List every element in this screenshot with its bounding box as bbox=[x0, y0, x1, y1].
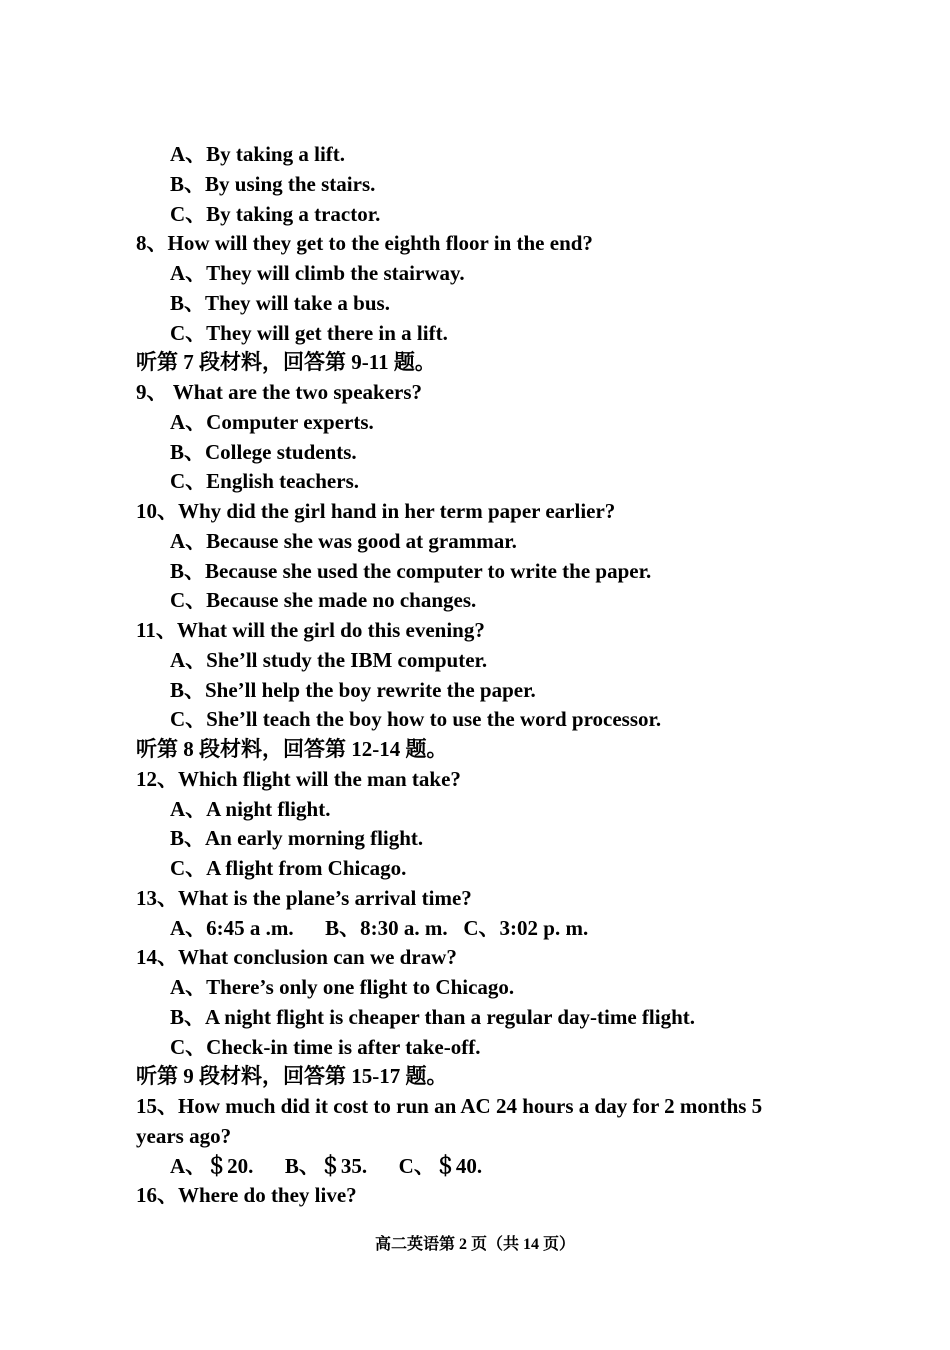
question-text: 14、What conclusion can we draw? bbox=[136, 945, 457, 970]
answer-option: A、Because she was good at grammar. bbox=[170, 528, 517, 553]
answer-option: C、She’ll teach the boy how to use the word processor. bbox=[170, 707, 662, 732]
question-text: 13、What is the plane’s arrival time? bbox=[136, 885, 472, 910]
answer-option: A、＄20. B、＄35. C、＄40. bbox=[170, 1153, 483, 1178]
answer-option: A、There’s only one flight to Chicago. bbox=[170, 975, 515, 999]
answer-option: C、Because she made no changes. bbox=[170, 588, 477, 613]
question-text: 8、How will they get to the eighth floor in the end? bbox=[136, 231, 593, 256]
answer-option: B、Because she used the computer to write the paper. bbox=[170, 558, 652, 583]
question-text: 16、Where do they live? bbox=[136, 1183, 357, 1208]
question-list bbox=[136, 140, 836, 1211]
question-continuation: years ago? bbox=[136, 1123, 232, 1148]
answer-option: A、Computer experts. bbox=[170, 409, 374, 434]
section-heading: 听第 8 段材料，回答第 12-14 题。 bbox=[136, 737, 448, 761]
answer-option: C、By taking a tractor. bbox=[170, 201, 381, 226]
answer-option: C、Check-in time is after take-off. bbox=[170, 1034, 481, 1059]
answer-option: A、She’ll study the IBM computer. bbox=[170, 647, 488, 672]
answer-option: B、College students. bbox=[170, 439, 357, 464]
answer-option: C、A flight from Chicago. bbox=[170, 856, 407, 880]
page-footer: 高二英语第 2 页（共 14 页） bbox=[374, 1236, 575, 1253]
question-text: 10、Why did the girl hand in her term paper earlier? bbox=[136, 499, 616, 523]
question-text: 9、 What are the two speakers? bbox=[136, 380, 423, 404]
answer-option: A、By taking a lift. bbox=[170, 142, 346, 166]
answer-option: B、They will take a bus. bbox=[170, 290, 390, 315]
answer-option: B、An early morning flight. bbox=[170, 826, 424, 851]
answer-option: C、They will get there in a lift. bbox=[170, 320, 448, 345]
section-heading: 听第 9 段材料，回答第 15-17 题。 bbox=[136, 1064, 448, 1089]
answer-option: A、A night flight. bbox=[170, 796, 331, 821]
answer-option: A、6:45 a .m. B、8:30 a. m. C、3:02 p. m. bbox=[170, 915, 589, 940]
answer-option: B、A night flight is cheaper than a regular day-time flight. bbox=[170, 1004, 696, 1029]
section-heading: 听第 7 段材料，回答第 9-11 题。 bbox=[136, 350, 436, 375]
answer-option: B、By using the stairs. bbox=[170, 171, 376, 196]
answer-option: B、She’ll help the boy rewrite the paper. bbox=[170, 677, 536, 702]
question-text: 12、Which flight will the man take? bbox=[136, 766, 461, 791]
answer-option: C、English teachers. bbox=[170, 469, 359, 494]
question-text: 11、What will the girl do this evening? bbox=[136, 618, 485, 642]
answer-option: A、They will climb the stairway. bbox=[170, 261, 465, 285]
question-text: 15、How much did it cost to run an AC 24 hours a day for 2 months 5 bbox=[136, 1094, 763, 1118]
